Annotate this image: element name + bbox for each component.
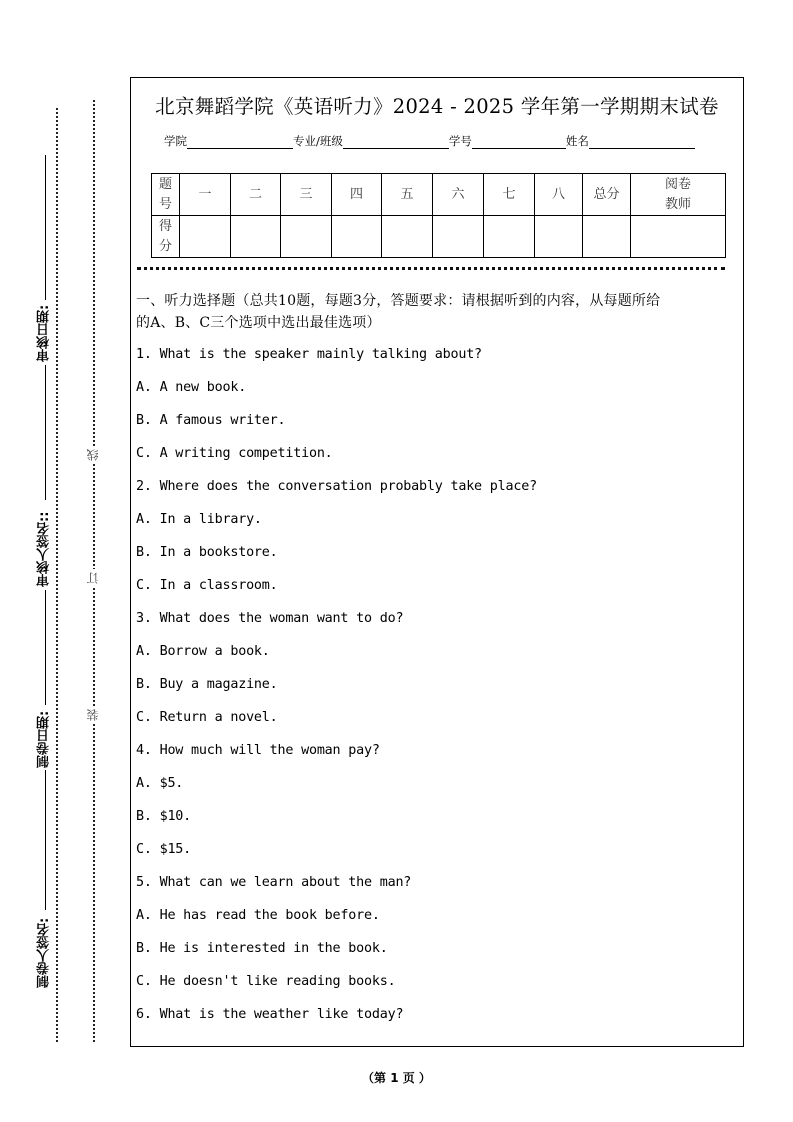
grader-header: 阅卷 教师 (631, 174, 726, 216)
binding-char-staple: 订 (86, 569, 102, 587)
option-b: B. A famous writer. (136, 413, 286, 428)
exam-page-frame (130, 77, 744, 1047)
review-date-label: 审核日期: (37, 304, 52, 362)
dotted-separator (137, 267, 725, 270)
score-cell-6[interactable] (433, 216, 484, 258)
score-row-header: 得 分 (152, 216, 180, 258)
score-cell-3[interactable] (281, 216, 332, 258)
major-class-label: 专业/班级 (293, 134, 343, 148)
name-field[interactable] (589, 136, 695, 149)
question-1 (136, 346, 731, 478)
question-2 (136, 478, 731, 610)
option-b: B. $10. (136, 809, 192, 824)
option-b: B. Buy a magazine. (136, 677, 278, 692)
score-cell-grader[interactable] (631, 216, 726, 258)
col-6: 六 (433, 174, 484, 216)
binding-char-line: 线 (86, 446, 102, 464)
question-text: 4. How much will the woman pay? (136, 743, 380, 758)
option-c: C. He doesn't like reading books. (136, 974, 396, 989)
college-label: 学院 (164, 134, 187, 148)
option-a: A. In a library. (136, 512, 262, 527)
preparer-signature-line (45, 770, 46, 910)
score-cell-8[interactable] (535, 216, 583, 258)
question-4 (136, 742, 731, 874)
score-cell-4[interactable] (332, 216, 382, 258)
question-5 (136, 874, 731, 1006)
major-class-field[interactable] (343, 136, 449, 149)
score-cell-total[interactable] (583, 216, 631, 258)
score-cell-1[interactable] (180, 216, 231, 258)
col-7: 七 (484, 174, 535, 216)
student-info-line (164, 133, 695, 149)
col-total: 总分 (583, 174, 631, 216)
col-3: 三 (281, 174, 332, 216)
option-c: C. $15. (136, 842, 192, 857)
exam-title: 北京舞蹈学院《英语听力》2024 - 2025 学年第一学期期末试卷 (155, 95, 719, 118)
question-text: 2. Where does the conversation probably take place? (136, 479, 537, 494)
col-4: 四 (332, 174, 382, 216)
question-text: 3. What does the woman want to do? (136, 611, 404, 626)
preparer-signature-label: 制卷人签名: (37, 917, 52, 988)
inner-dotted-line (56, 108, 58, 1042)
binding-char-bind: 装 (86, 706, 102, 724)
option-c: C. A writing competition. (136, 446, 333, 461)
score-cell-7[interactable] (484, 216, 535, 258)
question-3 (136, 610, 731, 742)
option-c: C. Return a novel. (136, 710, 278, 725)
col-5: 五 (382, 174, 433, 216)
option-a: A. A new book. (136, 380, 247, 395)
option-b: B. In a bookstore. (136, 545, 278, 560)
reviewer-signature-label: 审核人签名:: (37, 511, 52, 587)
student-id-label: 学号 (448, 134, 472, 148)
question-text: 6. What is the weather like today? (136, 1007, 404, 1022)
score-cell-2[interactable] (231, 216, 281, 258)
option-c: C. In a classroom. (136, 578, 278, 593)
option-b: B. He is interested in the book. (136, 941, 388, 956)
question-text: 1. What is the speaker mainly talking about? (136, 347, 482, 362)
review-date-line (45, 155, 46, 300)
score-cell-5[interactable] (382, 216, 433, 258)
reviewer-signature-line (45, 365, 46, 500)
option-a: A. $5. (136, 776, 184, 791)
question-number-header: 题 号 (152, 174, 180, 216)
college-field[interactable] (187, 136, 293, 149)
section-instruction: 一、听力选择题（总共10题，每题3分，答题要求：请根据听到的内容，从每题所给 的A、B、C三个选项中选出最佳选项） (136, 293, 661, 331)
question-6 (136, 1006, 731, 1039)
col-1: 一 (180, 174, 231, 216)
score-table (151, 173, 726, 258)
listening-section (136, 290, 731, 1039)
question-text: 5. What can we learn about the man? (136, 875, 412, 890)
prepare-date-label: 制卷日期: (37, 710, 52, 768)
col-2: 二 (231, 174, 281, 216)
col-8: 八 (535, 174, 583, 216)
name-label: 姓名 (565, 134, 589, 148)
option-a: A. He has read the book before. (136, 908, 380, 923)
option-a: A. Borrow a book. (136, 644, 270, 659)
student-id-field[interactable] (472, 136, 566, 149)
prepare-date-line (45, 590, 46, 705)
page-number: （第 1 页 ） (362, 1071, 431, 1085)
